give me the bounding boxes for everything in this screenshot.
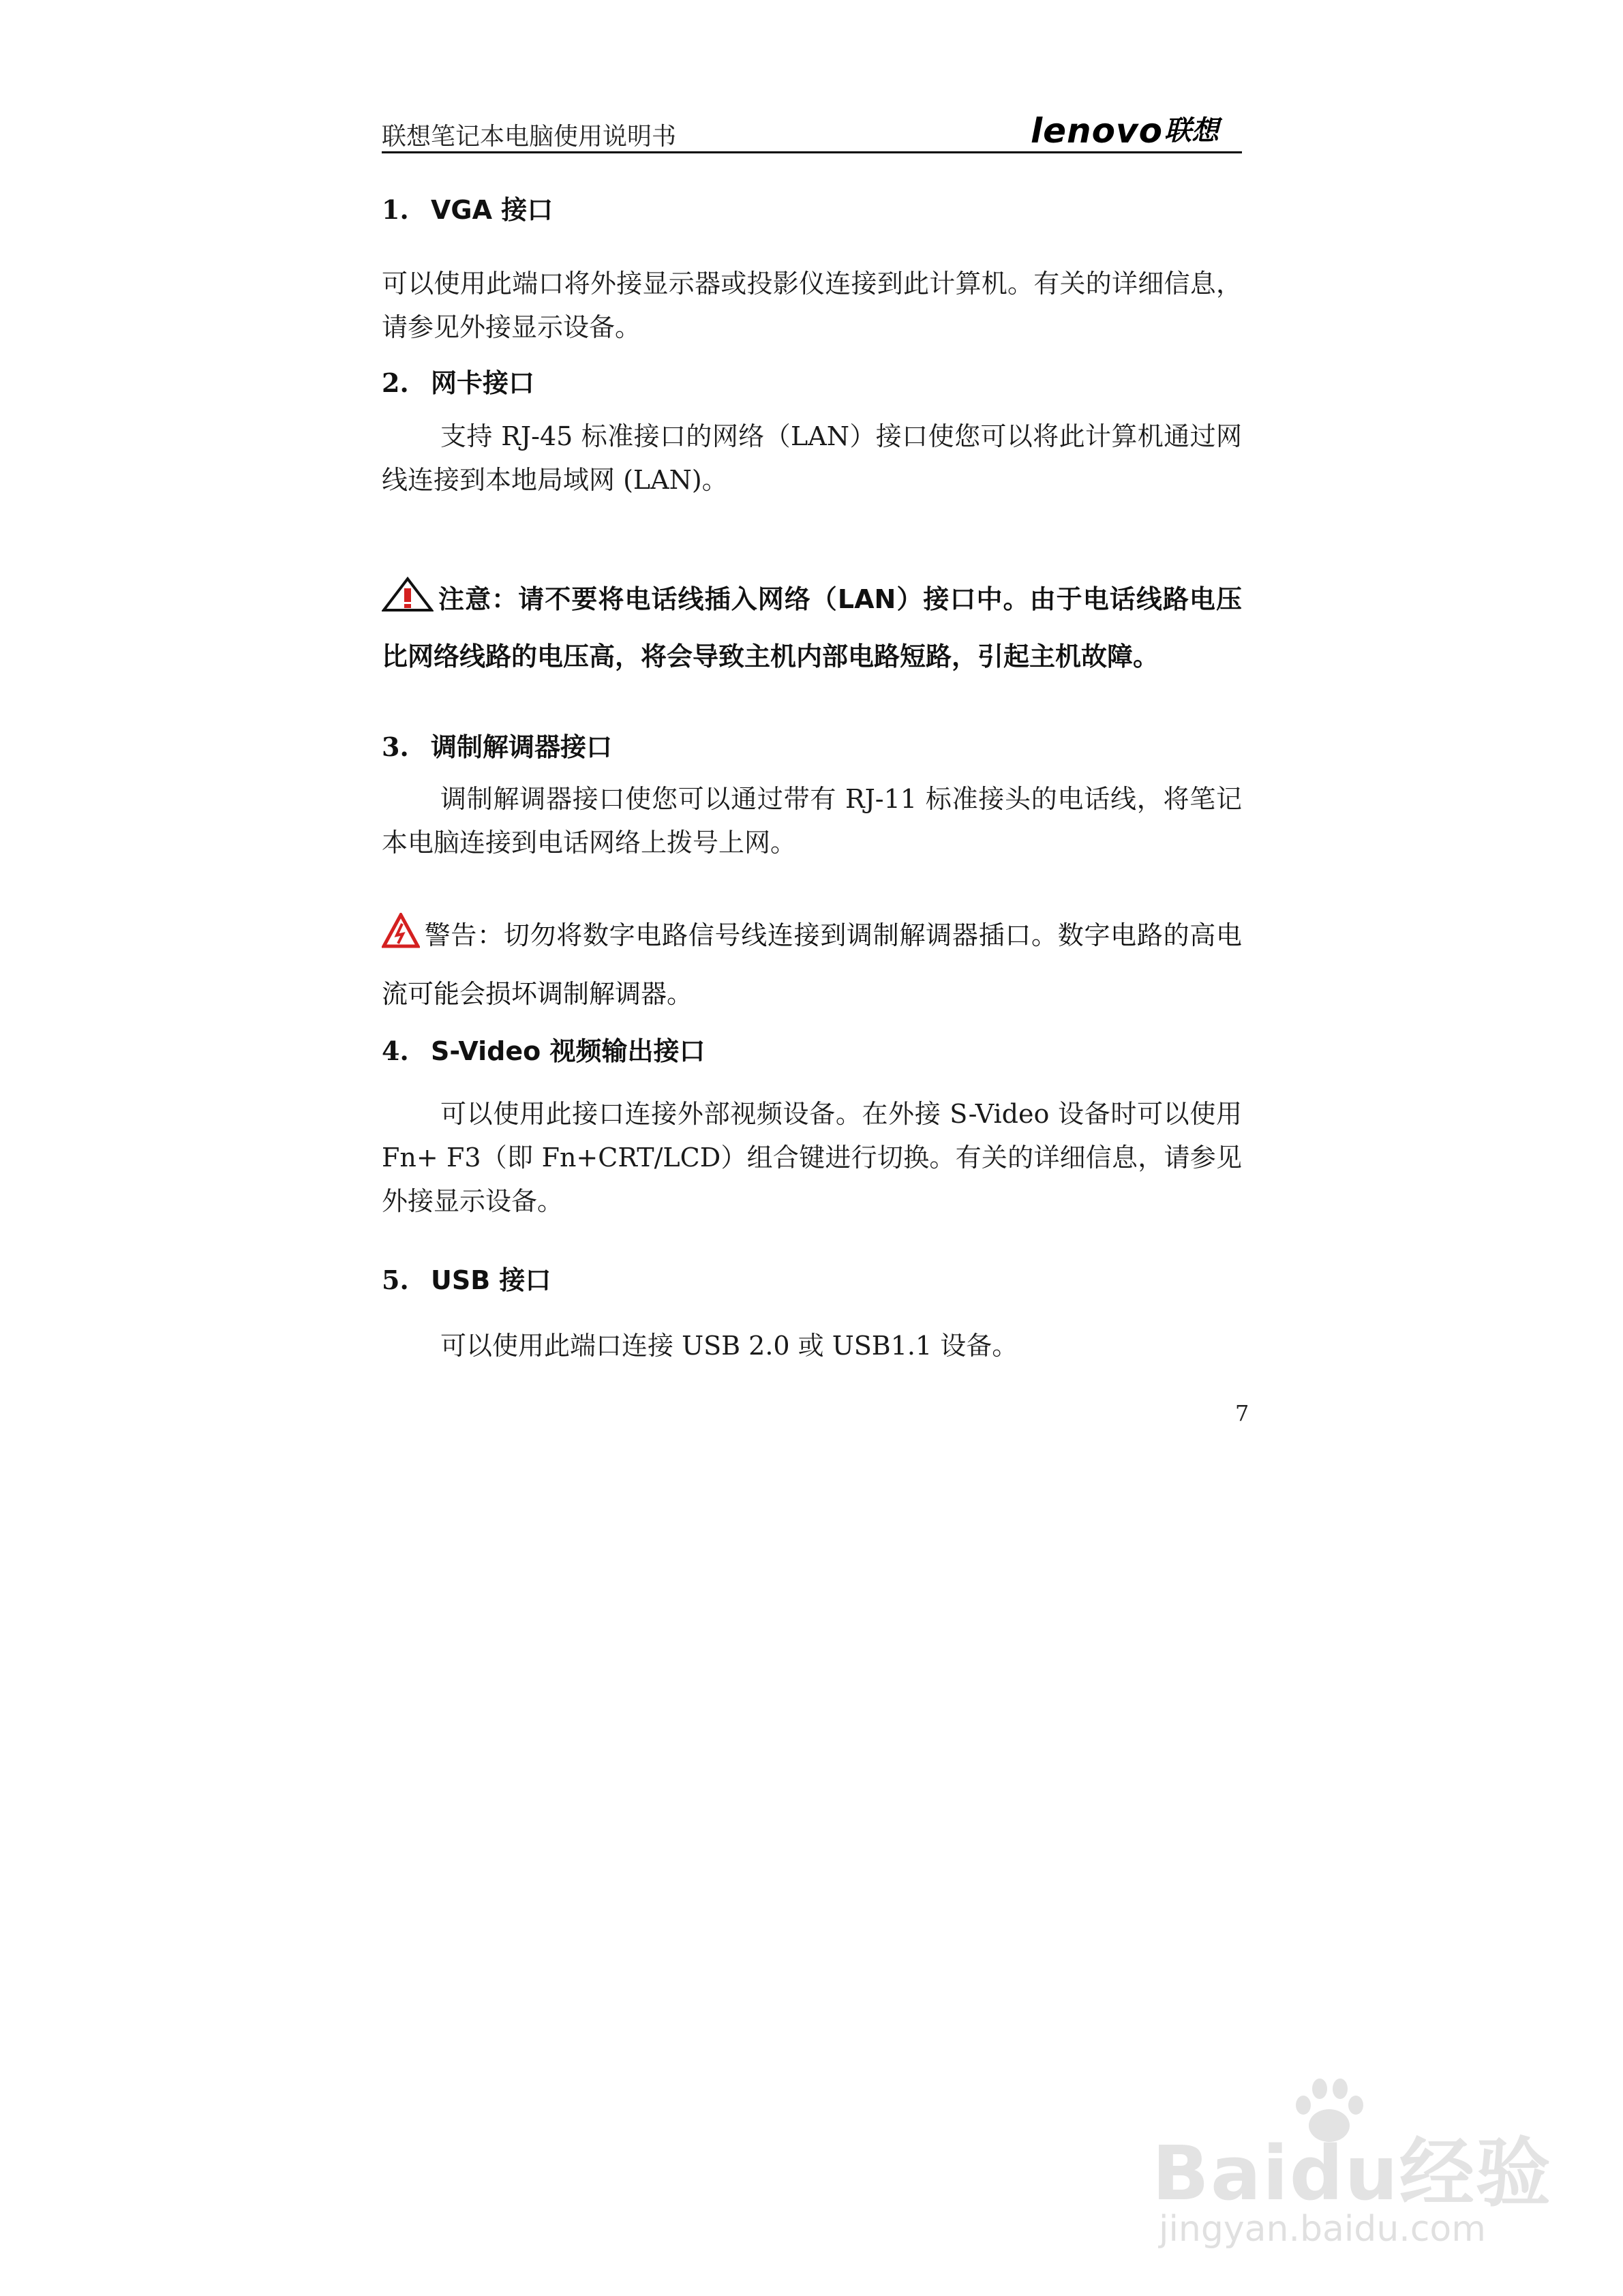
section-paragraph: 可以使用此端口连接 USB 2.0 或 USB1.1 设备。: [440, 1331, 1018, 1361]
section-paragraph: 支持 RJ-45 标准接口的网络（LAN）接口使您可以将此计算机通过网线连接到本地局域网 (LAN)。: [382, 421, 1242, 495]
warning-text: 警告：切勿将数字电路信号线连接到调制解调器插口。数字电路的高电流可能会损坏调制解调器。: [382, 908, 1242, 1021]
section-usb-body: [382, 1324, 1242, 1368]
section-heading: [382, 727, 1242, 768]
section-title: USB 接口: [431, 1265, 551, 1295]
section-paragraph: 可以使用此接口连接外部视频设备。在外接 S-Video 设备时可以使用 Fn+ F3（即 Fn+CRT/LCD）组合键进行切换。有关的详细信息，请参见外接显示设备。: [382, 1099, 1242, 1216]
section-title: VGA 接口: [431, 195, 553, 225]
section-heading: [382, 1031, 1242, 1072]
section-number: 5.: [382, 1265, 409, 1295]
note-text: 注意：请不要将电话线插入网络（LAN）接口中。由于电话线路电压比网络线路的电压高，将会导致主机内部电路短路，引起主机故障。: [382, 573, 1242, 683]
section-svideo-body: [382, 1092, 1242, 1223]
section-paragraph: 调制解调器接口使您可以通过带有 RJ-11 标准接头的电话线，将笔记本电脑连接到电话网络上拨号上网。: [382, 784, 1242, 858]
section-usb: [382, 1260, 1242, 1301]
logo-word: lenovo: [1031, 111, 1163, 151]
header-divider: [382, 151, 1242, 153]
section-number: 3.: [382, 731, 409, 762]
watermark-url: jingyan.baidu.com: [1159, 2209, 1486, 2250]
baidu-watermark: [1152, 2072, 1561, 2277]
watermark-brand: Baidu经验: [1152, 2130, 1552, 2217]
section-number: 4.: [382, 1036, 409, 1066]
section-lan-body: [382, 414, 1242, 502]
section-title: 网卡接口: [431, 368, 535, 398]
section-paragraph: 可以使用此端口将外接显示器或投影仪连接到此计算机。有关的详细信息，请参见外接显示设备。: [382, 269, 1242, 342]
section-number: 2.: [382, 367, 409, 398]
section-vga-body: [382, 262, 1242, 349]
note-block: [382, 573, 1242, 683]
header-title: 联想笔记本电脑使用说明书: [382, 123, 677, 151]
section-lan: [382, 363, 1242, 404]
section-heading: [382, 190, 1242, 230]
section-title: S-Video 视频输出接口: [431, 1036, 706, 1066]
section-number: 1.: [382, 194, 409, 225]
section-modem: [382, 727, 1242, 768]
warning-block: [382, 908, 1242, 1021]
section-modem-body: [382, 777, 1242, 864]
section-svideo: [382, 1031, 1242, 1072]
caution-icon: [382, 577, 434, 630]
section-vga: [382, 190, 1242, 230]
high-voltage-warning-icon: [382, 912, 420, 967]
page-number: 7: [1235, 1400, 1249, 1426]
section-heading: [382, 1260, 1242, 1301]
logo-cn: 联想: [1164, 115, 1219, 147]
lenovo-logo: [1031, 109, 1219, 150]
section-title: 调制解调器接口: [431, 732, 613, 762]
section-heading: [382, 363, 1242, 404]
